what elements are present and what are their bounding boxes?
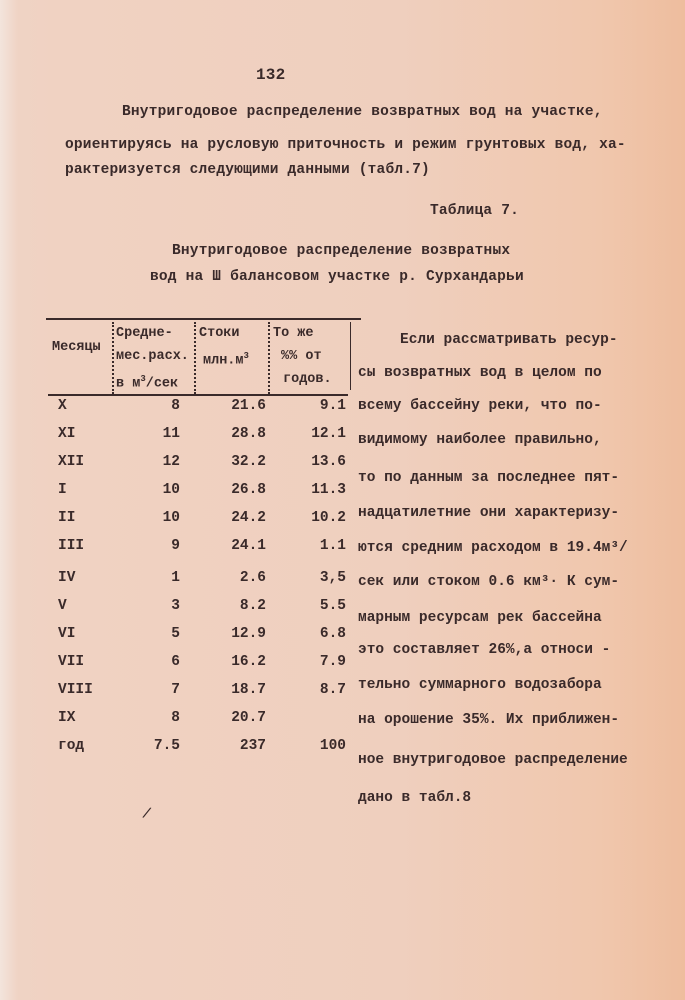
side-text-line: это составляет 26%,а относи -	[358, 642, 611, 658]
margin-pen-mark: /	[140, 805, 153, 824]
intro-line-2: ориентируясь на русловую приточность и режим грунтовых вод, ха-	[65, 137, 626, 153]
header-percent	[271, 322, 332, 391]
table-title-line-2: вод на Ш балансовом участке р. Сурхандарьи	[150, 269, 524, 285]
intro-line-3: рактеризуется следующими данными (табл.7)	[65, 162, 430, 178]
side-text-line: ются средним расходом в 19.4м³/	[358, 540, 628, 556]
table-row: III 9 24.1 1.1	[58, 538, 346, 554]
column-divider	[112, 322, 114, 394]
intro-line-1: Внутригодовое распределение возвратных вод на участке,	[122, 104, 603, 120]
side-text-line: марным ресурсам рек бассейна	[358, 610, 602, 626]
table-row: XI 11 28.8 12.1	[58, 426, 346, 442]
table-row: IV 1 2.6 3,5	[58, 570, 346, 586]
header-pct-line-3: годов.	[283, 372, 332, 387]
table-row: XII 12 32.2 13.6	[58, 454, 346, 470]
side-text-line: сек или стоком 0.6 км³· К сум-	[358, 574, 620, 590]
side-text-line: на орошение 35%. Их приближен-	[358, 712, 620, 728]
table-row: VII 6 16.2 7.9	[58, 654, 346, 670]
column-divider	[350, 322, 351, 390]
table-label: Таблица 7.	[430, 203, 520, 219]
side-text-line: сы возвратных вод в целом по	[358, 365, 602, 381]
table-row-total: год 7.5 237 100	[58, 738, 346, 754]
header-avg-line-3: в $м^3$/сек	[116, 374, 179, 392]
table-title-line-1: Внутригодовое распределение возвратных	[172, 243, 511, 259]
header-avg-line-2: мес.расх.	[116, 349, 189, 364]
header-avg-line-1: Средне-	[116, 326, 173, 341]
table-header-rule	[48, 394, 348, 396]
header-pct-line-1: То же	[273, 326, 314, 341]
table-row: IX 8 20.7	[58, 710, 266, 726]
side-text-line: то по данным за последнее пят-	[358, 470, 620, 486]
page-number: 132	[256, 66, 286, 84]
table-row: VI 5 12.9 6.8	[58, 626, 346, 642]
side-text-line: надцатилетние они характеризу-	[358, 505, 620, 521]
table-row: X 8 21.6 9.1	[58, 398, 346, 414]
header-avg-discharge	[116, 322, 189, 396]
table-row: V 3 8.2 5.5	[58, 598, 346, 614]
table-row: II 10 24.2 10.2	[58, 510, 346, 526]
header-flow-line-1: Стоки	[199, 326, 240, 341]
column-divider	[194, 322, 196, 394]
table-row: I 10 26.8 11.3	[58, 482, 346, 498]
column-divider	[268, 322, 270, 394]
header-pct-line-2: %% от	[281, 349, 322, 364]
side-text-line: ное внутригодовое распределение	[358, 752, 628, 768]
side-text-line: дано в табл.8	[358, 790, 472, 806]
side-text-line: Если рассматривать ресур-	[400, 332, 618, 348]
header-flow	[199, 322, 249, 373]
header-month: Месяцы	[52, 340, 101, 355]
side-text-line: всему бассейну реки, что по-	[358, 398, 602, 414]
side-text-line: видимому наиболее правильно,	[358, 432, 602, 448]
header-flow-line-2: $млн.м^3$	[203, 351, 249, 369]
table-row: VIII 7 18.7 8.7	[58, 682, 346, 698]
side-text-line: тельно суммарного водозабора	[358, 677, 602, 693]
table-top-rule	[46, 318, 361, 320]
